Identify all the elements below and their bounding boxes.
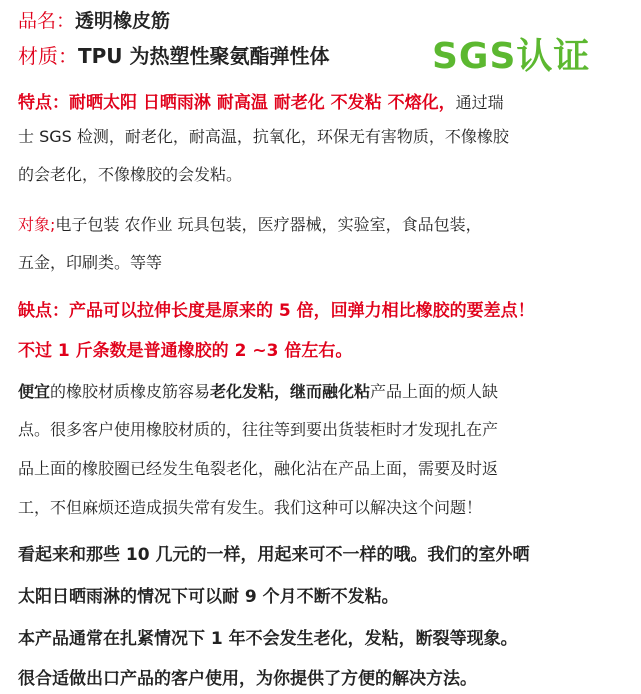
- sgs-certification-badge: SGS认证: [432, 36, 591, 77]
- features-label: 特点：: [18, 93, 69, 113]
- para1-line-4: 工，不但麻烦还造成损失常有发生。我们这种可以解决这个问题！: [18, 498, 483, 517]
- para1-aging: 老化发粘，继而融化粘: [210, 382, 371, 401]
- product-name-line: [18, 6, 170, 33]
- product-name-label: 品名：: [18, 10, 76, 32]
- para1-text-a: 的橡胶材质橡皮筋容易: [50, 382, 211, 401]
- features-line-3: 的会老化，不像橡胶的会发粘。: [18, 165, 243, 184]
- product-name-value: 透明橡皮筋: [75, 10, 171, 32]
- features-line-1: [18, 88, 504, 113]
- material-label: 材质：: [18, 44, 78, 68]
- target-line-1: [18, 212, 482, 235]
- para2-line-3: 本产品通常在扎紧情况下 1 年不会发生老化，发粘，断裂等现象。: [18, 629, 518, 649]
- drawbacks-line-2: 不过 1 斤条数是普通橡胶的 2 ~3 倍左右。: [18, 341, 353, 361]
- material-line: [18, 40, 330, 69]
- para1-line-2: 点。很多客户使用橡胶材质的，往往等到要出货装柜时才发现扎在产: [18, 420, 499, 439]
- para2-line-1: 看起来和那些 10 几元的一样，用起来可不一样的哦。我们的室外晒: [18, 545, 530, 565]
- para1-text-b: 产品上面的烦人缺: [370, 382, 499, 401]
- para2-line-4: 很合适做出口产品的客户使用，为你提供了方便的解决方法。: [18, 669, 477, 689]
- features-desc-1: 通过瑞: [455, 93, 504, 112]
- para1-cheap: 便宜: [18, 382, 51, 401]
- drawbacks-line-1: 缺点：产品可以拉伸长度是原来的 5 倍，回弹力相比橡胶的要差点！: [18, 301, 535, 321]
- target-label: 对象;: [18, 215, 56, 234]
- features-line-2: 士 SGS 检测，耐老化，耐高温，抗氧化，环保无有害物质，不像橡胶: [18, 127, 509, 146]
- target-text-1: 电子包装 农作业 玩具包装，医疗器械，实验室，食品包装，: [55, 215, 482, 234]
- para2-line-2: 太阳日晒雨淋的情况下可以耐 9 个月不断不发粘。: [18, 587, 399, 607]
- para1-line-1: [18, 379, 498, 402]
- material-value: TPU 为热塑性聚氨酯弹性体: [78, 44, 330, 68]
- para1-line-3: 品上面的橡胶圈已经发生龟裂老化，融化沾在产品上面，需要及时返: [18, 459, 499, 478]
- target-line-2: 五金，印刷类。等等: [18, 253, 163, 272]
- features-highlights: 耐晒太阳 日晒雨淋 耐高温 耐老化 不发粘 不熔化，: [69, 93, 456, 113]
